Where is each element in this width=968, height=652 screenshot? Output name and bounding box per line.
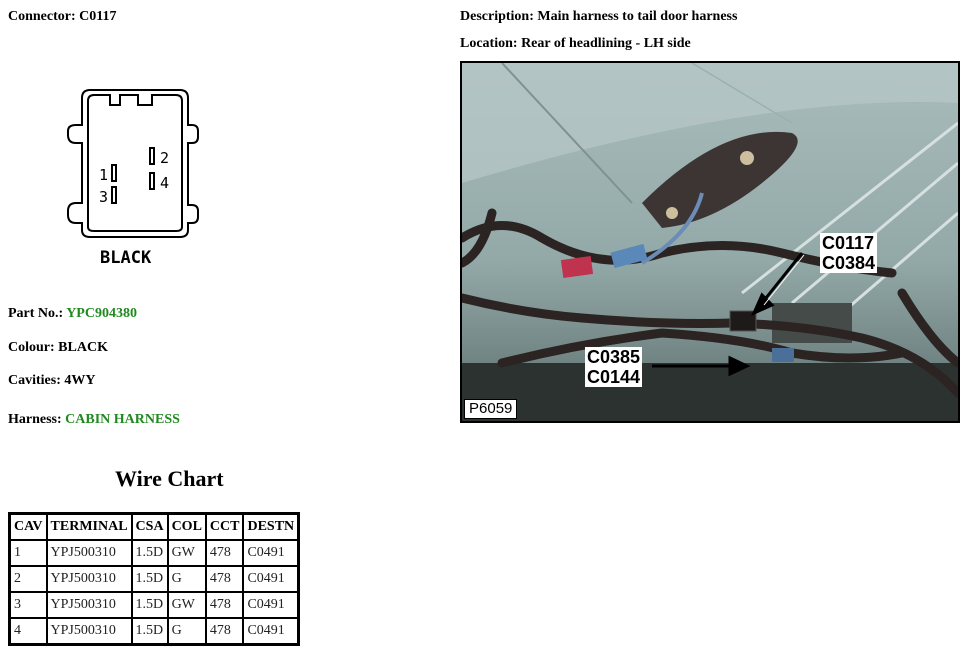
connector-color-caption: BLACK	[100, 248, 152, 268]
wire-chart-table	[8, 512, 300, 646]
cell-csa: 1.5D	[132, 618, 168, 644]
connector-id: C0117	[79, 9, 117, 24]
cell-cav: 2	[10, 566, 47, 592]
colour-label: Colour:	[8, 340, 55, 355]
colour-line	[8, 340, 108, 356]
connector-heading	[8, 9, 117, 25]
table-row	[10, 592, 298, 618]
header-csa: CSA	[132, 514, 168, 540]
cell-col: G	[168, 566, 206, 592]
header-cct: CCT	[206, 514, 244, 540]
cell-cct: 478	[206, 592, 244, 618]
cell-col: GW	[168, 592, 206, 618]
location-line	[460, 36, 691, 52]
cell-csa: 1.5D	[132, 566, 168, 592]
part-number-label: Part No.:	[8, 306, 64, 321]
location-value: Rear of headlining - LH side	[521, 36, 691, 51]
cell-csa: 1.5D	[132, 592, 168, 618]
photo-illustration	[462, 63, 958, 421]
table-row	[10, 618, 298, 644]
cell-destn: C0491	[243, 540, 298, 566]
cell-terminal: YPJ500310	[47, 592, 132, 618]
callout-top	[820, 233, 877, 273]
cell-col: G	[168, 618, 206, 644]
harness-link[interactable]: CABIN HARNESS	[65, 412, 180, 427]
location-label: Location:	[460, 36, 518, 51]
pin-2-slot	[150, 148, 154, 164]
connector-face-diagram	[60, 85, 200, 245]
cell-terminal: YPJ500310	[47, 540, 132, 566]
pin-4-label: 4	[160, 174, 170, 192]
photo-code-label: P6059	[464, 399, 517, 419]
cell-col: GW	[168, 540, 206, 566]
cell-cct: 478	[206, 566, 244, 592]
cell-cct: 478	[206, 618, 244, 644]
cavities-value: 4WY	[64, 373, 96, 388]
cell-cct: 478	[206, 540, 244, 566]
cell-destn: C0491	[243, 592, 298, 618]
pin-1-label: 1	[99, 166, 109, 184]
part-number-link[interactable]: YPC904380	[66, 306, 137, 321]
cell-terminal: YPJ500310	[47, 566, 132, 592]
callout-c0117: C0117	[822, 233, 875, 253]
description-line	[460, 9, 737, 25]
location-photo	[460, 61, 960, 423]
part-number-line	[8, 306, 137, 322]
pin-4-slot	[150, 173, 154, 189]
cell-cav: 3	[10, 592, 47, 618]
colour-value: BLACK	[58, 340, 108, 355]
callout-c0384: C0384	[822, 253, 876, 273]
cell-destn: C0491	[243, 566, 298, 592]
header-col: COL	[168, 514, 206, 540]
cell-terminal: YPJ500310	[47, 618, 132, 644]
description-label: Description:	[460, 9, 534, 24]
cell-cav: 4	[10, 618, 47, 644]
cell-csa: 1.5D	[132, 540, 168, 566]
cavities-label: Cavities:	[8, 373, 61, 388]
header-destn: DESTN	[243, 514, 298, 540]
callout-c0144: C0144	[587, 367, 641, 387]
harness-label: Harness:	[8, 412, 62, 427]
header-cav: CAV	[10, 514, 47, 540]
cell-cav: 1	[10, 540, 47, 566]
callout-bottom	[585, 347, 642, 387]
pin-3-slot	[112, 187, 116, 203]
pin-3-label: 3	[99, 188, 109, 206]
wire-chart-title: Wire Chart	[115, 466, 224, 491]
pin-2-label: 2	[160, 149, 170, 167]
cell-destn: C0491	[243, 618, 298, 644]
description-value: Main harness to tail door harness	[537, 9, 738, 24]
pin-1-slot	[112, 165, 116, 181]
wire-chart-header-row	[10, 514, 298, 540]
connector-label: Connector:	[8, 9, 76, 24]
callout-c0385: C0385	[587, 347, 641, 367]
header-terminal: TERMINAL	[47, 514, 132, 540]
table-row	[10, 540, 298, 566]
table-row	[10, 566, 298, 592]
cavities-line	[8, 373, 96, 389]
harness-line	[8, 412, 180, 428]
